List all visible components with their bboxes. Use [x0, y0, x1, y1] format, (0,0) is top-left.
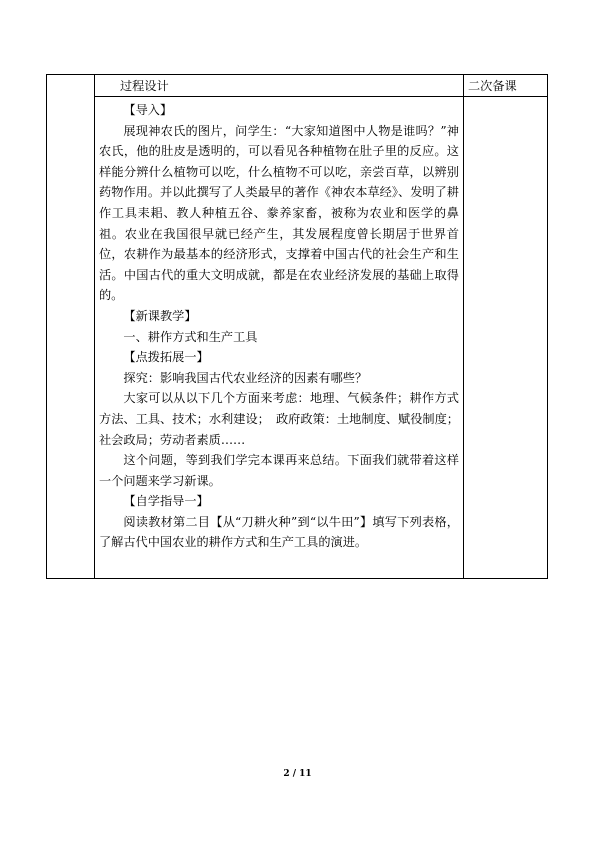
transition-paragraph: 这个问题，等到我们学完本课再来总结。下面我们就带着这样一个问题来学习新课。	[99, 453, 459, 488]
inquiry-question: 探究：影响我国古代农业经济的因素有哪些？	[123, 370, 368, 385]
secondary-prep-header-cell	[464, 75, 547, 97]
left-blank-column	[47, 75, 95, 578]
secondary-prep-header: 二次备课	[468, 79, 517, 93]
factors-paragraph: 大家可以从以下几个方面来考虑：地理、气候条件；耕作方式方法、工具、技术；水利建设； 政府政策：土地制度、赋役制度；社会政局；劳动者素质……	[99, 391, 459, 447]
section-heading-self-study: 【自学指导一】	[123, 494, 209, 509]
intro-paragraph: 展现神农氏的图片，问学生：“大家知道图中人物是谁吗？”神农氏，他的肚皮是透明的，可以看见各种植物在肚子里的反应。这样能分辨什么植物可以吃，什么植物不可以吃，亲尝百草，以辨别药物作用。并以此撰写了人类最早的著作《神农本草经》、发明了耕作工具耒耜、教人种植五谷、豢养家畜，被称为农业和医学的鼻祖。农业在我国很早就已经产生，其发展程度曾长期居于世界首位，农耕作为最基本的经济形式，支撑着中国古代的社会生产和生活。中国古代的重大文明成就，都是在农业经济发展的基础上取得的。	[99, 123, 459, 303]
process-design-header: 过程设计	[120, 79, 169, 93]
topic-heading: 一、耕作方式和生产工具	[123, 329, 258, 344]
process-design-column	[95, 75, 464, 578]
section-heading-new-lesson: 【新课教学】	[123, 308, 197, 323]
section-heading-extension: 【点拨拓展一】	[123, 350, 209, 365]
lesson-content	[95, 97, 463, 553]
lesson-plan-table	[46, 74, 548, 579]
section-heading-intro: 【导入】	[123, 103, 173, 117]
process-design-header-cell	[95, 75, 463, 97]
secondary-prep-column	[464, 75, 547, 578]
reading-instruction: 阅读教材第二目【从“刀耕火种”到“以牛田”】填写下列表格，了解古代中国农业的耕作方式和生产工具的演进。	[99, 514, 459, 550]
page-number: 2 / 11	[283, 769, 312, 779]
